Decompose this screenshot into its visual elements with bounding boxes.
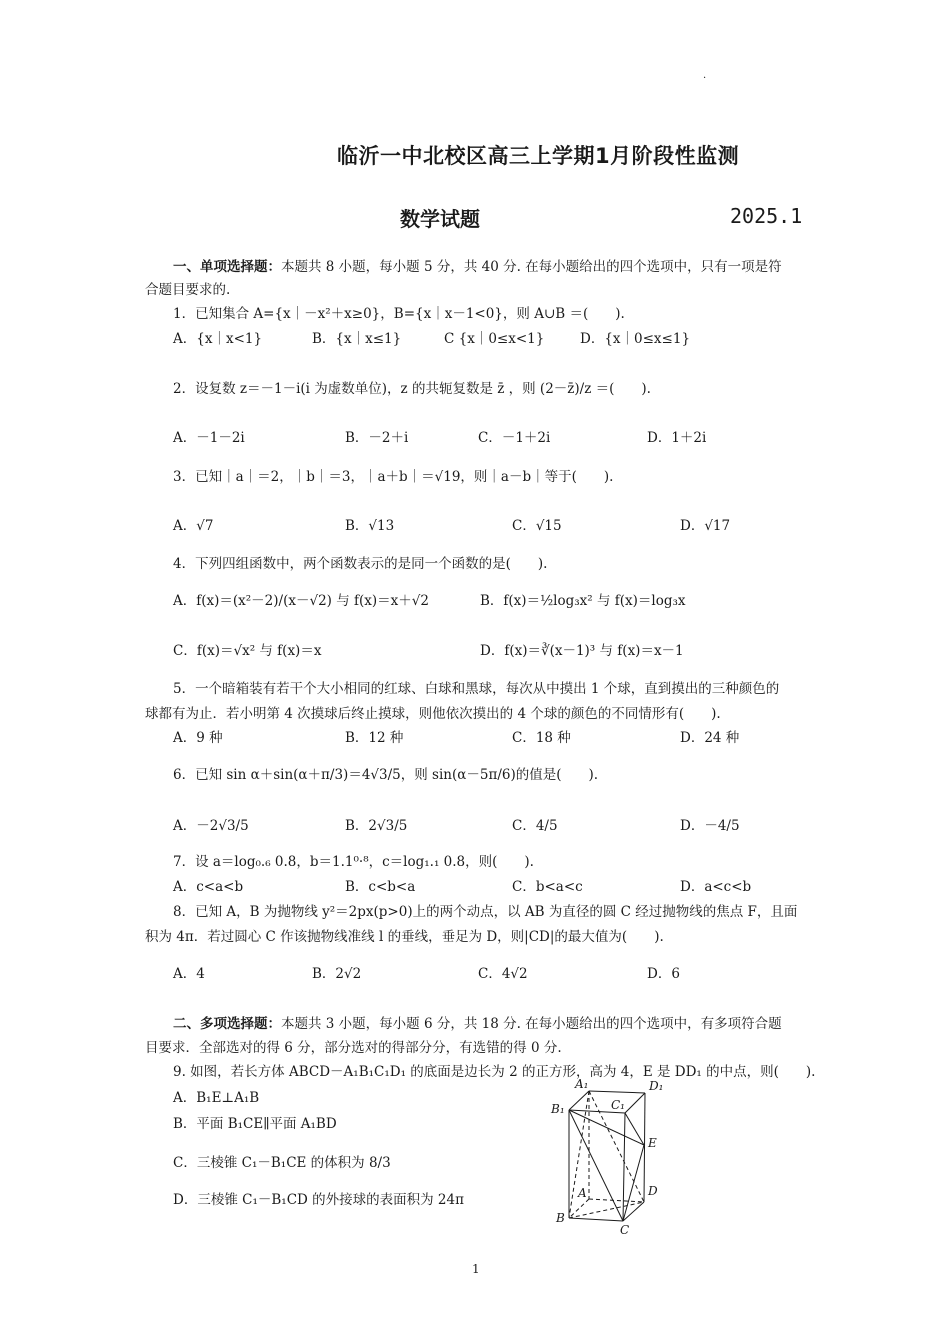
q3-option-d: D．√17 — [680, 518, 731, 534]
edge-b1-c — [569, 1110, 623, 1221]
q7-stem: 7．设 a＝log₀.₆ 0.8，b＝1.1⁰·⁸，c＝log₁.₁ 0.8，则( ). — [173, 854, 534, 870]
edge-b-c — [569, 1218, 623, 1221]
q9-option-a: A．B₁E⊥A₁B — [173, 1090, 260, 1106]
q1-option-c: C {x｜0≤x<1} — [444, 331, 545, 347]
q7-option-a: A．c<a<b — [173, 879, 244, 895]
section2-intro — [145, 1013, 838, 1035]
q6-option-b: B．2√3/5 — [345, 818, 408, 834]
section1-heading: 一、单项选择题： — [173, 259, 281, 275]
label-b1: B₁ — [551, 1102, 565, 1116]
q3-option-c: C．√15 — [512, 518, 562, 534]
edge-c1-d1 — [625, 1093, 645, 1113]
q2-option-a: A．－1－2i — [173, 430, 245, 446]
q6-option-c: C．4/5 — [512, 818, 558, 834]
q5-option-a: A．9 种 — [173, 730, 223, 746]
q8-stem: 8．已知 A，B 为抛物线 y²＝2px(p>0)上的两个动点，以 AB 为直径的圆 C 经过抛物线的焦点 F，且面 — [173, 904, 798, 920]
q7-option-b: B．c<b<a — [345, 879, 416, 895]
q2-stem: 2．设复数 z＝－1－i(i 为虚数单位)，z 的共轭复数是 z̄ ，则 (2－z̄)/z ＝( ). — [173, 381, 651, 397]
edge-c1-c — [623, 1113, 625, 1221]
q1-option-a: A．{x｜x<1} — [173, 331, 263, 347]
q3-option-a: A．√7 — [173, 518, 214, 534]
section2-heading: 二、多项选择题： — [173, 1016, 281, 1032]
q9-option-b: B．平面 B₁CE∥平面 A₁BD — [173, 1116, 337, 1132]
q4-option-d: D．f(x)＝∛(x－1)³ 与 f(x)＝x－1 — [480, 643, 684, 659]
q5-stem-cont: 球都有为止．若小明第 4 次摸球后终止摸球，则他依次摸出的 4 个球的颜色的不同情形有( ). — [145, 706, 721, 722]
section2-intro-text: 本题共 3 小题，每小题 6 分，共 18 分. 在每小题给出的四个选项中，有多项符合题 — [281, 1016, 782, 1032]
q8-option-a: A．4 — [173, 966, 205, 982]
edge-a1-d1 — [589, 1091, 645, 1093]
q5-option-b: B．12 种 — [345, 730, 404, 746]
q5-option-d: D．24 种 — [680, 730, 740, 746]
q5-stem: 5．一个暗箱装有若干个大小相同的红球、白球和黑球，每次从中摸出 1 个球，直到摸出的三种颜色的 — [173, 681, 780, 697]
q1-option-b: B．{x｜x≤1} — [312, 331, 402, 347]
edge-b1-e — [569, 1110, 644, 1145]
q1-option-d: D．{x｜0≤x≤1} — [580, 331, 691, 347]
exam-date: 2025.1 — [730, 204, 803, 228]
q4-stem: 4．下列四组函数中，两个函数表示的是同一个函数的是( ). — [173, 556, 548, 572]
q6-option-a: A．－2√3/5 — [173, 818, 249, 834]
hidden-edge-a-d — [589, 1199, 644, 1202]
q9-option-d: D．三棱锥 C₁－B₁CD 的外接球的表面积为 24π — [173, 1192, 464, 1208]
q4-option-a: A．f(x)＝(x²－2)/(x－√2) 与 f(x)＝x＋√2 — [173, 593, 429, 609]
q9-option-c: C．三棱锥 C₁－B₁CE 的体积为 8/3 — [173, 1155, 391, 1171]
label-a1: A₁ — [575, 1077, 589, 1091]
q2-option-b: B．－2＋i — [345, 430, 409, 446]
page-number: 1 — [472, 1262, 480, 1276]
subject-title: 数学试题 — [400, 207, 480, 231]
label-c1: C₁ — [611, 1098, 625, 1112]
q6-option-d: D．－4/5 — [680, 818, 740, 834]
q2-option-d: D．1＋2i — [647, 430, 707, 446]
section1-intro-cont: 合题目要求的. — [145, 282, 231, 298]
q1-stem: 1．已知集合 A={x｜－x²＋x≥0}，B={x｜x－1<0}，则 A∪B ＝( ). — [173, 306, 625, 322]
q3-stem: 3．已知｜a｜＝2，｜b｜＝3，｜a＋b｜＝√19，则｜a－b｜等于( ). — [173, 469, 614, 485]
section1-intro-text: 本题共 8 小题，每小题 5 分，共 40 分. 在每小题给出的四个选项中，只有一项是符 — [281, 259, 782, 275]
q8-stem-cont: 积为 4π．若过圆心 C 作该抛物线准线 l 的垂线，垂足为 D，则|CD|的最大值为( ). — [145, 929, 664, 945]
q9-stem: 9. 如图，若长方体 ABCD－A₁B₁C₁D₁ 的底面是边长为 2 的正方形，高为 4，E 是 DD₁ 的中点，则( ). — [173, 1064, 816, 1080]
edge-c-d — [623, 1202, 644, 1221]
label-a: A — [578, 1186, 587, 1200]
label-d1: D₁ — [649, 1079, 664, 1093]
q5-option-c: C．18 种 — [512, 730, 571, 746]
label-b: B — [556, 1211, 565, 1225]
hidden-edge-b-d — [569, 1202, 644, 1218]
q4-option-b: B．f(x)＝½log₃x² 与 f(x)＝log₃x — [480, 593, 686, 609]
edge-d1-d — [644, 1093, 645, 1202]
q8-option-d: D．6 — [647, 966, 680, 982]
section1-intro — [145, 256, 838, 278]
school-title: 临沂一中北校区高三上学期1月阶段性监测 — [337, 144, 740, 168]
label-c: C — [620, 1223, 630, 1237]
q7-option-c: C．b<a<c — [512, 879, 583, 895]
section2-intro-cont: 目要求．全部选对的得 6 分，部分选对的得部分分，有选错的得 0 分. — [145, 1040, 562, 1056]
cuboid-figure — [545, 1075, 675, 1240]
label-d: D — [648, 1184, 658, 1198]
q7-option-d: D．a<c<b — [680, 879, 752, 895]
q8-option-c: C．4√2 — [478, 966, 528, 982]
q3-option-b: B．√13 — [345, 518, 395, 534]
edge-e-c — [623, 1145, 644, 1221]
label-e: E — [648, 1136, 657, 1150]
q6-stem: 6．已知 sin α＋sin(α＋π/3)＝4√3/5，则 sin(α－5π/6)的值是( ). — [173, 767, 599, 783]
q4-option-c: C．f(x)＝√x² 与 f(x)＝x — [173, 643, 322, 659]
q8-option-b: B．2√2 — [312, 966, 362, 982]
corner-dot: . — [703, 70, 707, 81]
q2-option-c: C．－1＋2i — [478, 430, 551, 446]
